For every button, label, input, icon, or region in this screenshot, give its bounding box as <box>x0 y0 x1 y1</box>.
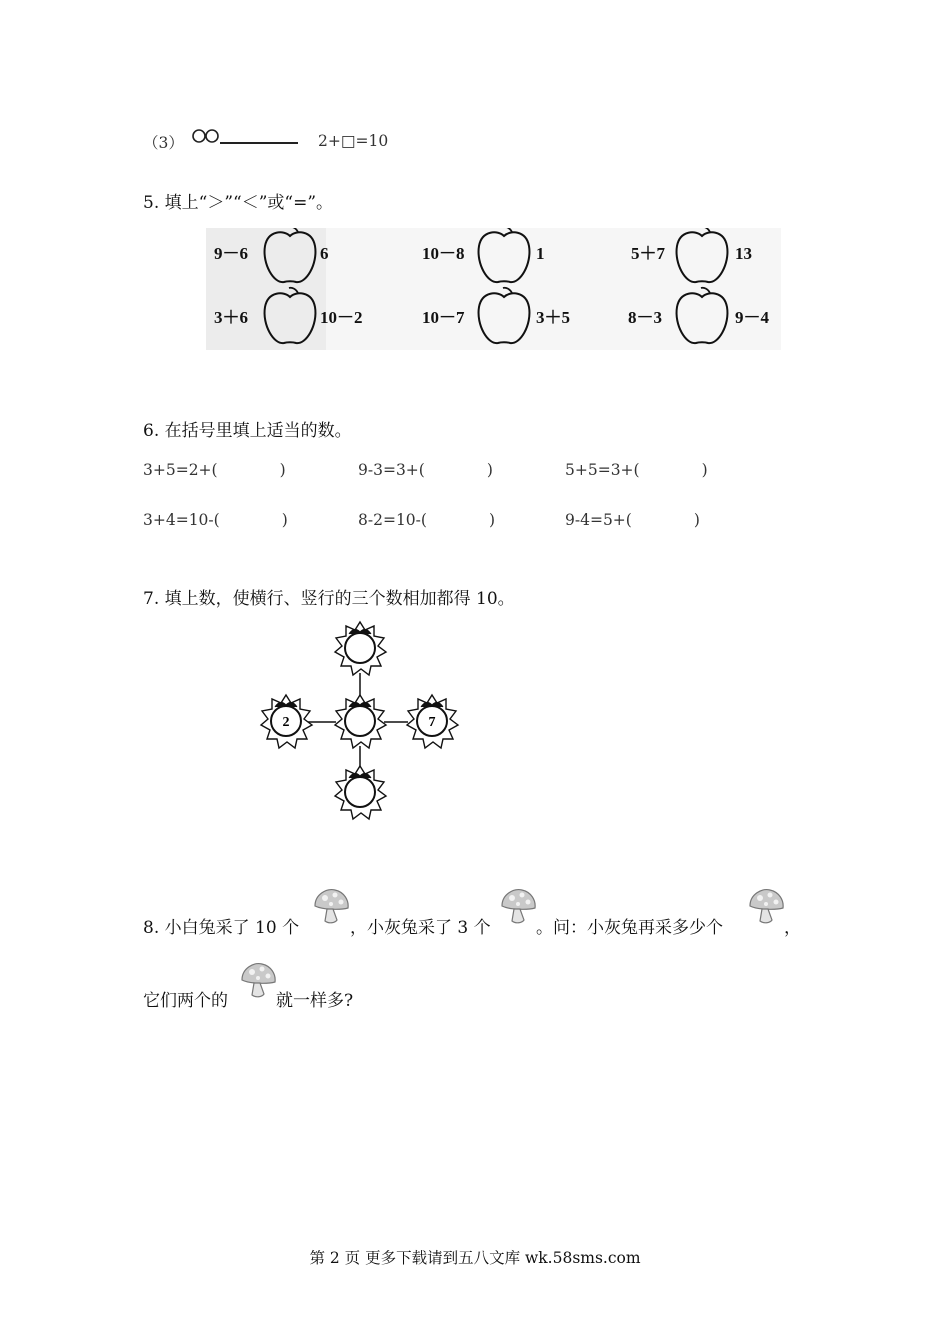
q6-r2c2: 8-2=10-( ) <box>358 511 496 529</box>
apple-icon <box>677 288 728 343</box>
flower-left <box>261 695 312 748</box>
compare-right: 6 <box>320 244 329 263</box>
q8-text-3: 。问：小灰兔再采多少个 <box>536 918 723 938</box>
compare-left: 10－7 <box>422 308 465 327</box>
page-footer: 第 2 页 更多下载请到五八文库 wk.58sms.com <box>309 1249 641 1267</box>
circle-pair-icon <box>192 127 302 147</box>
q6-r1c2: 9-3=3+( ) <box>358 461 493 479</box>
compare-item-1 <box>214 228 329 282</box>
svg-text:2: 2 <box>282 715 290 730</box>
q8-text-1: 8. 小白兔采了 10 个 <box>143 918 300 938</box>
mushroom-icon <box>748 888 786 926</box>
compare-right: 13 <box>735 244 752 263</box>
sunflower-icon <box>335 622 386 675</box>
q8-text-4: ， <box>784 918 801 938</box>
sunflower-icon <box>335 695 386 748</box>
apple-icon <box>677 228 728 282</box>
mushroom-icon <box>313 888 351 926</box>
sunflower-cross-diagram <box>250 618 470 823</box>
compare-right: 10－2 <box>320 308 363 327</box>
svg-text:7: 7 <box>428 715 436 730</box>
q8-text-5: 它们两个的 <box>143 991 228 1011</box>
compare-right: 3＋5 <box>536 308 570 327</box>
compare-right: 9－4 <box>735 308 769 327</box>
compare-left: 10－8 <box>422 244 465 263</box>
apple-compare-grid <box>206 228 781 350</box>
compare-left: 8－3 <box>628 308 662 327</box>
compare-left: 3＋6 <box>214 308 248 327</box>
q5-title: 5. 填上“＞”“＜”或“=”。 <box>143 193 334 213</box>
flower-center <box>335 695 386 748</box>
mushroom-icon <box>500 888 538 926</box>
q3-equation: 2+□=10 <box>318 132 389 150</box>
compare-item-4 <box>214 288 363 343</box>
flower-bottom <box>335 766 386 819</box>
apple-icon <box>265 228 316 282</box>
q3-label: （3） <box>143 134 184 152</box>
apple-icon <box>479 288 530 343</box>
q6-title: 6. 在括号里填上适当的数。 <box>143 421 352 441</box>
compare-item-3 <box>631 228 752 282</box>
apple-icon <box>265 288 316 343</box>
sunflower-icon <box>335 766 386 819</box>
q6-r1c1: 3+5=2+( ) <box>143 461 286 479</box>
q7-title: 7. 填上数，使横行、竖行的三个数相加都得 10。 <box>143 589 515 609</box>
apple-icon <box>479 228 530 282</box>
q6-r1c3: 5+5=3+( ) <box>565 461 708 479</box>
compare-right: 1 <box>536 244 545 263</box>
compare-left: 9－6 <box>214 244 248 263</box>
compare-item-5 <box>422 288 570 343</box>
q8-text-2: ，小灰兔采了 3 个 <box>350 918 491 938</box>
q8-text-6: 就一样多? <box>276 991 354 1011</box>
compare-item-2 <box>422 228 545 282</box>
compare-item-6 <box>628 288 769 343</box>
q6-r2c1: 3+4=10-( ) <box>143 511 288 529</box>
flower-top <box>335 622 386 675</box>
mushroom-icon <box>240 962 278 1000</box>
flower-right <box>407 695 458 748</box>
compare-left: 5＋7 <box>631 244 665 263</box>
q6-r2c3: 9-4=5+( ) <box>565 511 700 529</box>
